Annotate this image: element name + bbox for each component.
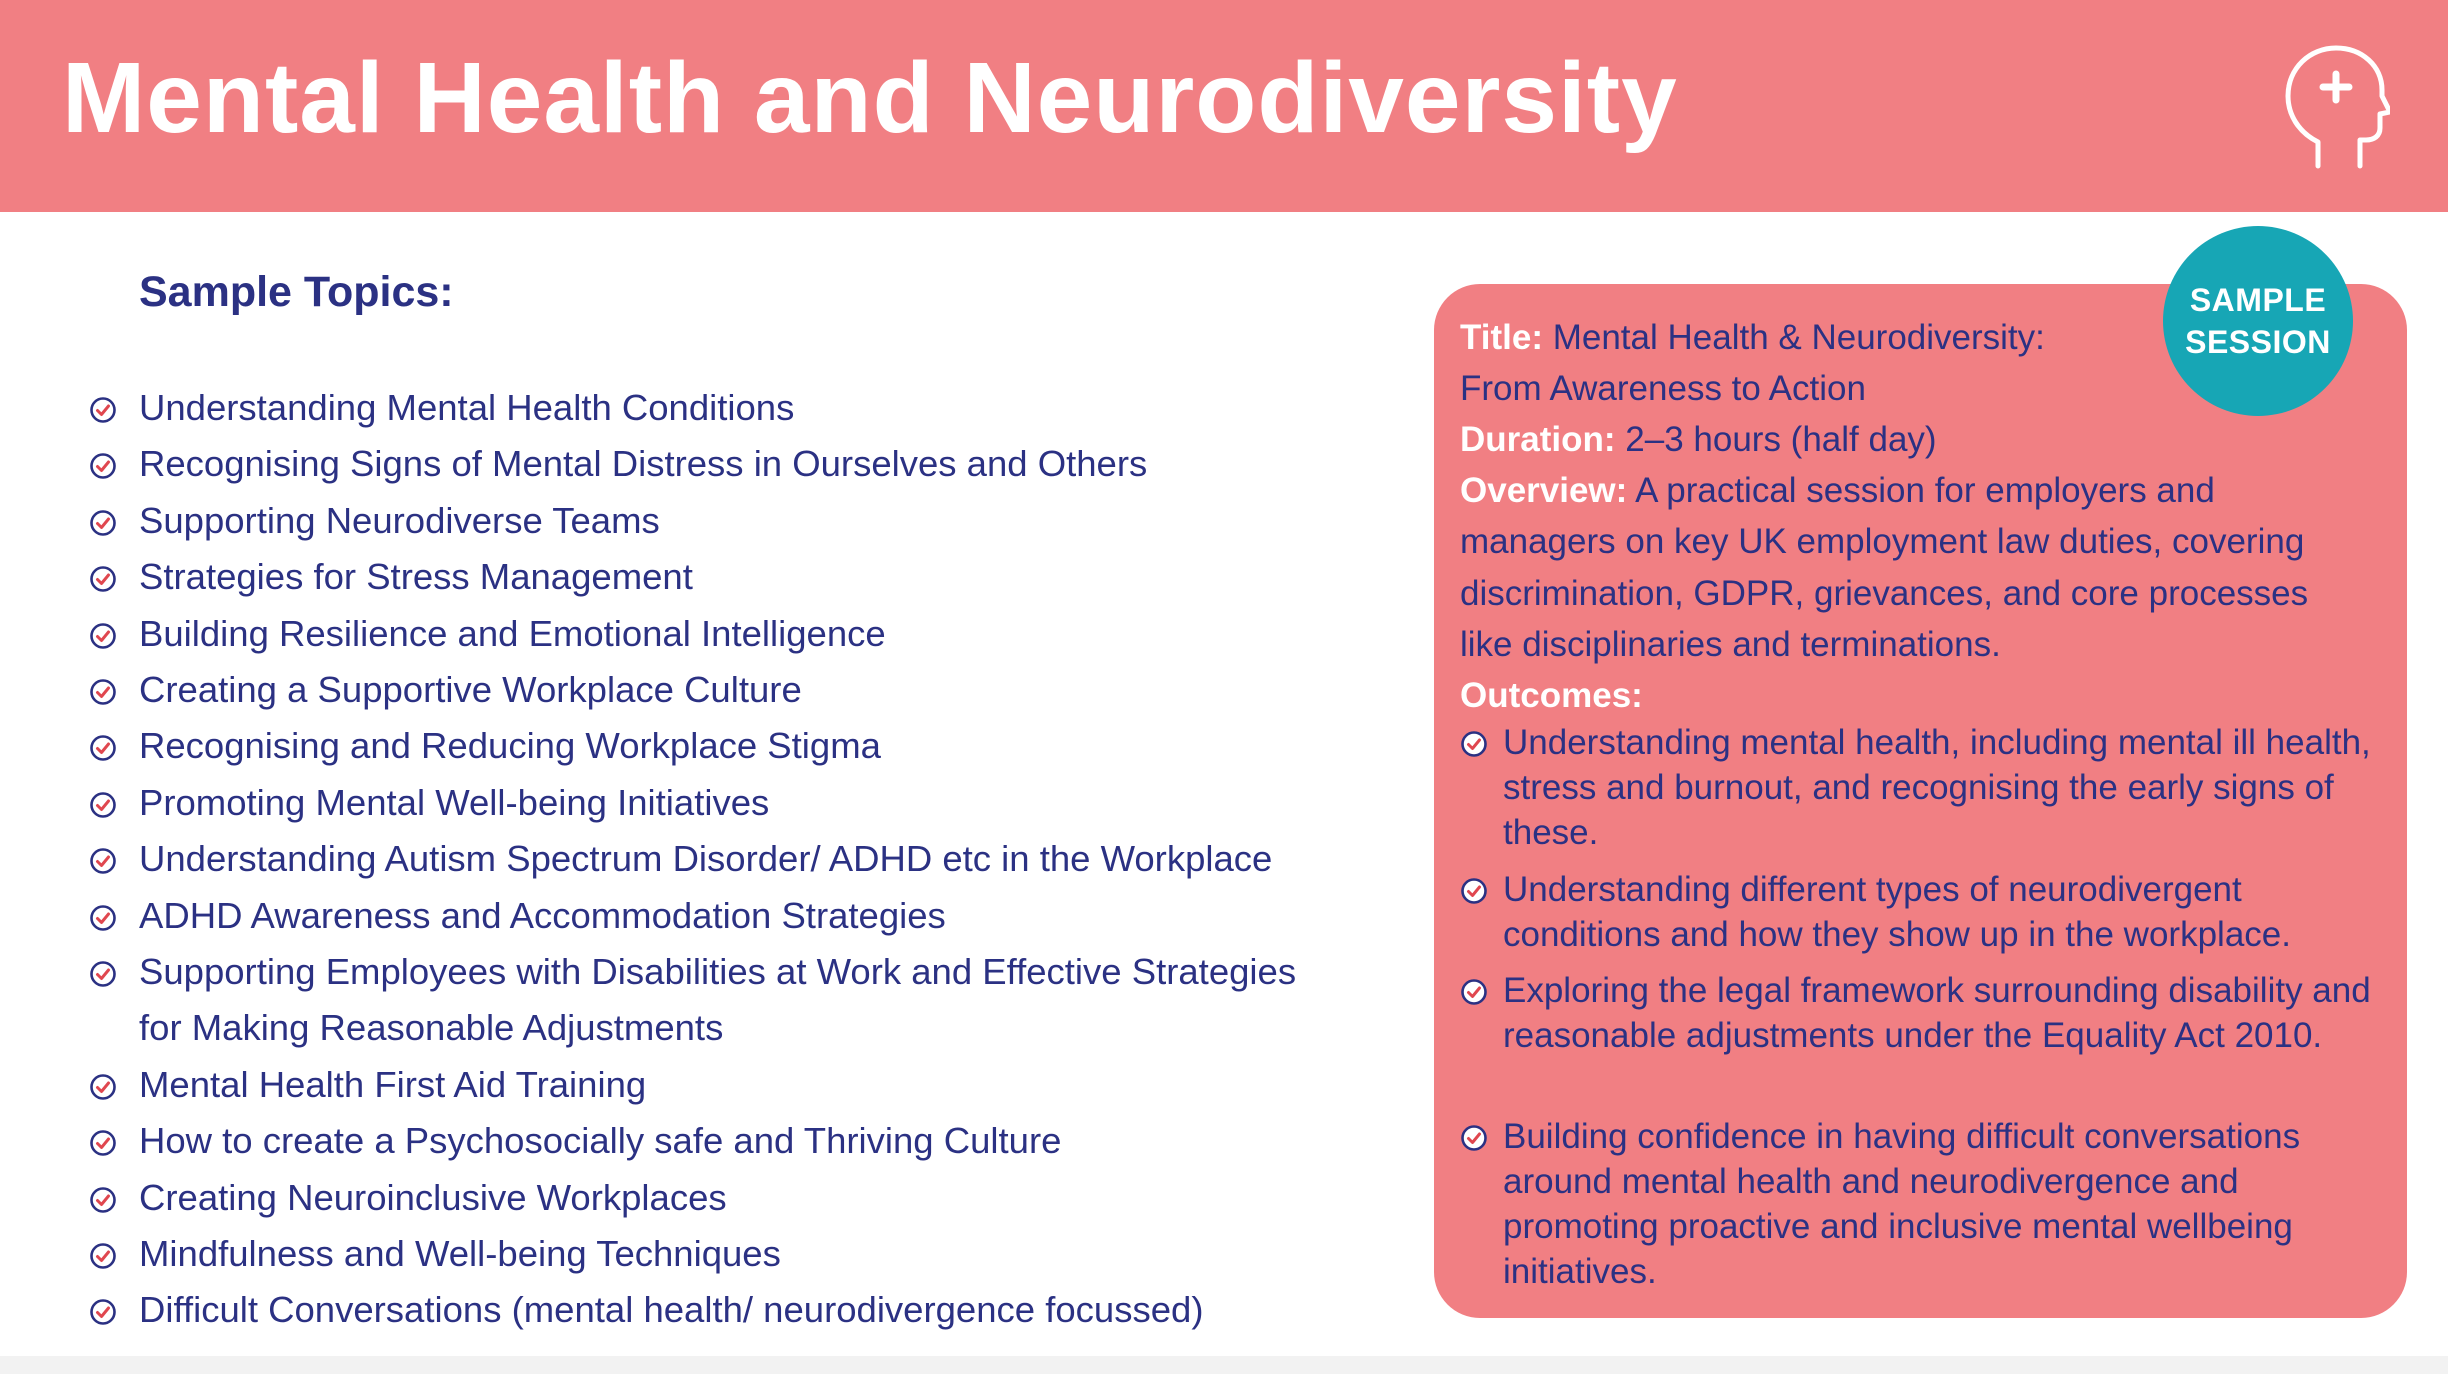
check-icon bbox=[89, 396, 117, 424]
topic-label: Understanding Autism Spectrum Disorder/ ADHD etc in the Workplace bbox=[139, 838, 1273, 879]
title-value-2: From Awareness to Action bbox=[1460, 369, 1866, 408]
outcome-text: Understanding different types of neurodivergent conditions and how they show up in the workplace. bbox=[1503, 870, 2291, 954]
outcome-text: Understanding mental health, including mental ill health, stress and burnout, and recognising the early signs of these. bbox=[1503, 723, 2371, 852]
check-icon bbox=[1460, 978, 1488, 1006]
session-title-row-2 bbox=[1460, 363, 1866, 414]
outcome-item bbox=[1503, 720, 2393, 855]
topic-item bbox=[139, 831, 1429, 887]
check-icon bbox=[89, 847, 117, 875]
check-icon bbox=[89, 565, 117, 593]
topic-item bbox=[139, 775, 1429, 831]
topic-item bbox=[139, 493, 1429, 549]
topic-label: Creating a Supportive Workplace Culture bbox=[139, 669, 802, 710]
overview-text-3: discrimination, GDPR, grievances, and core processes bbox=[1460, 574, 2309, 613]
overview-text-2: managers on key UK employment law duties, covering bbox=[1460, 522, 2305, 561]
check-icon bbox=[89, 509, 117, 537]
topic-label: Understanding Mental Health Conditions bbox=[139, 387, 795, 428]
head-with-plus-icon bbox=[2280, 44, 2390, 170]
topic-label: Mental Health First Aid Training bbox=[139, 1064, 647, 1105]
check-icon bbox=[89, 1186, 117, 1214]
check-icon bbox=[89, 1242, 117, 1270]
topic-item bbox=[139, 549, 1429, 605]
topic-label: for Making Reasonable Adjustments bbox=[139, 1007, 724, 1048]
check-icon bbox=[89, 452, 117, 480]
duration-label: Duration: bbox=[1460, 420, 1616, 459]
check-icon bbox=[1460, 730, 1488, 758]
topic-item bbox=[139, 944, 1429, 1000]
topic-item bbox=[139, 1170, 1429, 1226]
check-icon bbox=[89, 1298, 117, 1326]
topic-label: Recognising Signs of Mental Distress in Ourselves and Others bbox=[139, 443, 1148, 484]
topic-item bbox=[139, 436, 1429, 492]
outcome-item bbox=[1503, 1114, 2393, 1294]
sample-session-badge bbox=[2163, 226, 2353, 416]
topic-item bbox=[139, 1226, 1429, 1282]
session-title-row bbox=[1460, 312, 2045, 363]
topic-item bbox=[139, 380, 1429, 436]
topic-label: Difficult Conversations (mental health/ neurodivergence focussed) bbox=[139, 1289, 1204, 1330]
outcomes-row bbox=[1460, 670, 1643, 721]
topic-item bbox=[139, 1282, 1429, 1338]
overview-text-1: A practical session for employers and bbox=[1635, 471, 2215, 510]
overview-text-4: like disciplinaries and terminations. bbox=[1460, 625, 2001, 664]
overview-label: Overview: bbox=[1460, 471, 1628, 510]
topic-label: Strategies for Stress Management bbox=[139, 556, 693, 597]
topic-item bbox=[139, 718, 1429, 774]
check-icon bbox=[1460, 1124, 1488, 1152]
topic-item bbox=[139, 606, 1429, 662]
topic-item bbox=[139, 1113, 1429, 1169]
outcomes-label: Outcomes: bbox=[1460, 676, 1643, 715]
check-icon bbox=[89, 791, 117, 819]
session-overview-row bbox=[1460, 465, 2215, 516]
session-duration-row bbox=[1460, 414, 1937, 465]
check-icon bbox=[89, 1073, 117, 1101]
outcome-item bbox=[1503, 968, 2393, 1058]
bottom-edge bbox=[0, 1356, 2448, 1374]
topic-label: Promoting Mental Well-being Initiatives bbox=[139, 782, 770, 823]
topic-label: Building Resilience and Emotional Intelligence bbox=[139, 613, 886, 654]
topic-label: Supporting Neurodiverse Teams bbox=[139, 500, 660, 541]
topic-label: Recognising and Reducing Workplace Stigma bbox=[139, 725, 881, 766]
page-title: Mental Health and Neurodiversity bbox=[62, 42, 1678, 154]
check-icon bbox=[1460, 877, 1488, 905]
check-icon bbox=[89, 904, 117, 932]
check-icon bbox=[89, 678, 117, 706]
topic-label: Mindfulness and Well-being Techniques bbox=[139, 1233, 781, 1274]
outcome-text: Exploring the legal framework surrounding disability and reasonable adjustments under the Equality Act 2010. bbox=[1503, 971, 2371, 1055]
check-icon bbox=[89, 960, 117, 988]
topic-label: Supporting Employees with Disabilities at Work and Effective Strategies bbox=[139, 951, 1297, 992]
check-icon bbox=[89, 1129, 117, 1157]
title-value: Mental Health & Neurodiversity: bbox=[1552, 318, 2045, 357]
outcome-text: Building confidence in having difficult conversations around mental health and neurodivergence and promoting proactive and inclusive mental wellbeing initiatives. bbox=[1503, 1117, 2301, 1291]
outcome-item bbox=[1503, 867, 2393, 957]
badge-line-2: SESSION bbox=[2185, 324, 2331, 360]
badge-line-1: SAMPLE bbox=[2189, 282, 2327, 318]
check-icon bbox=[89, 734, 117, 762]
topic-label: ADHD Awareness and Accommodation Strategies bbox=[139, 895, 946, 936]
check-icon bbox=[89, 622, 117, 650]
title-label: Title: bbox=[1460, 318, 1543, 357]
topic-label: Creating Neuroinclusive Workplaces bbox=[139, 1177, 727, 1218]
topic-item bbox=[139, 1057, 1429, 1113]
duration-value: 2–3 hours (half day) bbox=[1625, 420, 1937, 459]
topic-item bbox=[139, 888, 1429, 944]
topic-item bbox=[139, 662, 1429, 718]
topic-label: How to create a Psychosocially safe and Thriving Culture bbox=[139, 1120, 1062, 1161]
topics-heading: Sample Topics: bbox=[139, 268, 454, 316]
topic-item-continuation bbox=[139, 1000, 1429, 1056]
